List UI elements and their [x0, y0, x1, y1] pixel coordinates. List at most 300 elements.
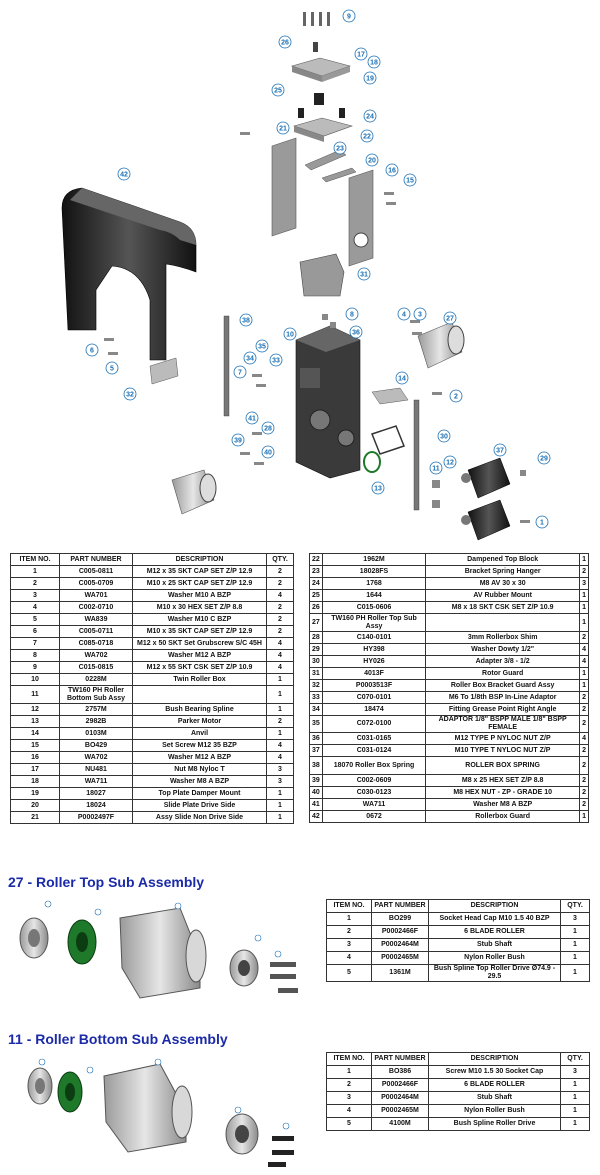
- callout-14: [396, 372, 408, 384]
- qty-cell: 4: [267, 650, 294, 662]
- table-row: [310, 644, 589, 656]
- description-cell: ADAPTOR 1/8" BSPP MALE 1/8" BSPP FEMALE: [426, 716, 580, 733]
- item-no-cell: 2: [11, 578, 60, 590]
- qty-cell: 2: [580, 704, 589, 716]
- qty-cell: 1: [580, 554, 589, 566]
- part-number-cell: C002-0609: [322, 775, 425, 787]
- svg-text:6: 6: [90, 347, 94, 355]
- callout-1: [536, 516, 548, 528]
- header-description: DESCRIPTION: [429, 900, 561, 913]
- description-cell: Fitting Grease Point Right Angle: [426, 704, 580, 716]
- header-item-no: ITEM NO.: [327, 1053, 372, 1066]
- table-row: [11, 566, 294, 578]
- description-cell: M8 x 25 HEX SET Z/P 8.8: [426, 775, 580, 787]
- item-no-cell: 2: [327, 926, 372, 939]
- callout-24: [364, 110, 376, 122]
- parts-table-right: [309, 553, 589, 823]
- part-number-cell: 1644: [322, 590, 425, 602]
- item-no-cell: 21: [11, 812, 60, 824]
- table-row: [11, 764, 294, 776]
- table-row: [11, 686, 294, 704]
- part-number-cell: 18474: [322, 704, 425, 716]
- svg-text:5: 5: [110, 365, 114, 373]
- svg-text:36: 36: [352, 329, 360, 337]
- header-item-no: ITEM NO.: [327, 900, 372, 913]
- description-cell: Stub Shaft: [429, 1092, 561, 1105]
- roller-bottom-sub-assembly: [172, 470, 216, 514]
- svg-text:9: 9: [347, 13, 351, 21]
- table-row: [310, 757, 589, 775]
- callout-42: [118, 168, 130, 180]
- rollerbox-guard: [62, 188, 196, 360]
- qty-cell: 3: [561, 913, 590, 926]
- item-no-cell: 7: [11, 638, 60, 650]
- part-number-cell: C005-0711: [60, 626, 133, 638]
- part-number-cell: 1962M: [322, 554, 425, 566]
- qty-cell: 1: [561, 1092, 590, 1105]
- description-cell: Anvil: [133, 728, 267, 740]
- header-qty: QTY.: [561, 900, 590, 913]
- table-header-row: [11, 554, 294, 566]
- item-no-cell: 5: [327, 1118, 372, 1131]
- item-no-cell: 24: [310, 578, 323, 590]
- table-row: [327, 1105, 590, 1118]
- table-row: [327, 1066, 590, 1079]
- part-number-cell: 18024: [60, 800, 133, 812]
- sub-callout-3: [155, 1059, 161, 1065]
- callout-27: [444, 312, 456, 324]
- item-no-cell: 6: [11, 626, 60, 638]
- description-cell: Bush Spline Top Roller Drive Ø74.9 - 29.5: [429, 965, 561, 982]
- description-cell: M6 To 1/8th BSP In-Line Adaptor: [426, 692, 580, 704]
- item-no-cell: 23: [310, 566, 323, 578]
- description-cell: Washer M10 C BZP: [133, 614, 267, 626]
- table-row: [327, 1118, 590, 1131]
- exploded-assembly-drawing: [0, 0, 600, 545]
- part-number-cell: P0002464M: [372, 939, 429, 952]
- svg-text:35: 35: [258, 343, 266, 351]
- item-no-cell: 9: [11, 662, 60, 674]
- table-row: [11, 614, 294, 626]
- callout-23: [334, 142, 346, 154]
- description-cell: Bush Bearing Spline: [133, 704, 267, 716]
- item-no-cell: 1: [327, 1066, 372, 1079]
- part-number-cell: HY398: [322, 644, 425, 656]
- item-no-cell: 4: [327, 952, 372, 965]
- part-number-cell: BO429: [60, 740, 133, 752]
- callout-30: [438, 430, 450, 442]
- item-no-cell: 38: [310, 757, 323, 775]
- item-no-cell: 26: [310, 602, 323, 614]
- table-row: [327, 952, 590, 965]
- part-number-cell: C031-0124: [322, 745, 425, 757]
- svg-text:42: 42: [120, 171, 128, 179]
- table-row: [310, 704, 589, 716]
- part-number-cell: C015-0815: [60, 662, 133, 674]
- svg-text:31: 31: [360, 271, 368, 279]
- part-number-cell: 2982B: [60, 716, 133, 728]
- description-cell: Washer M8 A BZP: [133, 776, 267, 788]
- qty-cell: 2: [580, 632, 589, 644]
- table-row: [11, 578, 294, 590]
- stub-shaft-part: [28, 1068, 52, 1104]
- item-no-cell: 29: [310, 644, 323, 656]
- description-cell: Washer Dowty 1/2": [426, 644, 580, 656]
- description-cell: [426, 614, 580, 632]
- qty-cell: 4: [580, 644, 589, 656]
- callout-3: [414, 308, 426, 320]
- svg-text:21: 21: [279, 125, 287, 133]
- roller-top-parts-table: [326, 899, 590, 982]
- svg-text:1: 1: [540, 519, 544, 527]
- description-cell: M8 AV 30 x 30: [426, 578, 580, 590]
- item-no-cell: 37: [310, 745, 323, 757]
- part-number-cell: 18027: [60, 788, 133, 800]
- qty-cell: 4: [267, 638, 294, 650]
- description-cell: Rollerbox Guard: [426, 811, 580, 823]
- item-no-cell: 40: [310, 787, 323, 799]
- svg-text:7: 7: [238, 369, 242, 377]
- table-row: [11, 812, 294, 824]
- stub-shaft-part: [20, 918, 48, 958]
- table-row: [310, 632, 589, 644]
- qty-cell: 1: [267, 788, 294, 800]
- table-row: [327, 926, 590, 939]
- part-number-cell: HY026: [322, 656, 425, 668]
- rollerbox-shims: [364, 426, 404, 472]
- svg-text:32: 32: [126, 391, 134, 399]
- roller-bottom-sub-assembly-drawing: [0, 1056, 320, 1172]
- table-row: [11, 638, 294, 650]
- table-header-row: [327, 900, 590, 913]
- item-no-cell: 10: [11, 674, 60, 686]
- callout-19: [364, 72, 376, 84]
- description-cell: M10 x 30 HEX SET Z/P 8.8: [133, 602, 267, 614]
- svg-text:24: 24: [366, 113, 374, 121]
- item-no-cell: 5: [11, 614, 60, 626]
- item-no-cell: 33: [310, 692, 323, 704]
- item-no-cell: 2: [327, 1079, 372, 1092]
- qty-cell: 2: [267, 626, 294, 638]
- part-number-cell: WA702: [60, 752, 133, 764]
- callout-4: [398, 308, 410, 320]
- item-no-cell: 12: [11, 704, 60, 716]
- qty-cell: 2: [580, 566, 589, 578]
- description-cell: Slide Plate Drive Side: [133, 800, 267, 812]
- item-no-cell: 41: [310, 799, 323, 811]
- header-qty: QTY.: [267, 554, 294, 566]
- description-cell: Top Plate Damper Mount: [133, 788, 267, 800]
- qty-cell: 1: [580, 590, 589, 602]
- item-no-cell: 25: [310, 590, 323, 602]
- sub-callout-1: [283, 1123, 289, 1129]
- description-cell: Bush Spline Roller Drive: [429, 1118, 561, 1131]
- header-qty: QTY.: [561, 1053, 590, 1066]
- nylon-roller-bush-part: [58, 1072, 82, 1112]
- callout-7: [234, 366, 246, 378]
- table-row: [310, 566, 589, 578]
- table-row: [310, 745, 589, 757]
- description-cell: Nut M8 Nyloc T: [133, 764, 267, 776]
- qty-cell: 1: [561, 1105, 590, 1118]
- table-row: [11, 716, 294, 728]
- table-row: [11, 602, 294, 614]
- part-number-cell: C031-0165: [322, 733, 425, 745]
- item-no-cell: 34: [310, 704, 323, 716]
- part-number-cell: P0002465M: [372, 952, 429, 965]
- item-no-cell: 16: [11, 752, 60, 764]
- description-cell: Washer M8 A BZP: [426, 799, 580, 811]
- part-number-cell: 2757M: [60, 704, 133, 716]
- item-no-cell: 1: [11, 566, 60, 578]
- roller-top-sub-assembly: [418, 322, 464, 368]
- callout-40: [262, 446, 274, 458]
- bush-spline-part: [226, 1114, 258, 1154]
- description-cell: Bracket Spring Hanger: [426, 566, 580, 578]
- svg-text:8: 8: [350, 311, 354, 319]
- qty-cell: 1: [267, 812, 294, 824]
- svg-text:25: 25: [274, 87, 282, 95]
- header-description: DESCRIPTION: [429, 1053, 561, 1066]
- callout-25: [272, 84, 284, 96]
- svg-text:12: 12: [446, 459, 454, 467]
- qty-cell: 1: [561, 1118, 590, 1131]
- sub-callout-5: [45, 901, 51, 907]
- header-part-number: PART NUMBER: [60, 554, 133, 566]
- qty-cell: 4: [580, 656, 589, 668]
- table-row: [310, 578, 589, 590]
- part-number-cell: 18070 Roller Box Spring: [322, 757, 425, 775]
- part-number-cell: 18028FS: [322, 566, 425, 578]
- svg-text:15: 15: [406, 177, 414, 185]
- slide-plates: [272, 138, 373, 266]
- description-cell: 6 BLADE ROLLER: [429, 926, 561, 939]
- part-number-cell: WA701: [60, 590, 133, 602]
- sub-callout-4: [235, 1107, 241, 1113]
- parts-table-left: [10, 553, 294, 824]
- qty-cell: 3: [580, 578, 589, 590]
- item-no-cell: 11: [11, 686, 60, 704]
- table-row: [11, 740, 294, 752]
- part-number-cell: BO299: [372, 913, 429, 926]
- table-row: [310, 554, 589, 566]
- description-cell: M12 x 55 SKT CSK SET Z/P 10.9: [133, 662, 267, 674]
- table-row: [11, 776, 294, 788]
- description-cell: Nylon Roller Bush: [429, 952, 561, 965]
- svg-text:16: 16: [388, 167, 396, 175]
- qty-cell: 2: [580, 757, 589, 775]
- item-no-cell: 35: [310, 716, 323, 733]
- description-cell: Parker Motor: [133, 716, 267, 728]
- svg-text:34: 34: [246, 355, 254, 363]
- qty-cell: 2: [580, 787, 589, 799]
- callout-20: [366, 154, 378, 166]
- table-row: [11, 800, 294, 812]
- qty-cell: 2: [580, 692, 589, 704]
- part-number-cell: C030-0123: [322, 787, 425, 799]
- callout-6: [86, 344, 98, 356]
- sub-callout-3: [175, 903, 181, 909]
- description-cell: M10 x 25 SKT CAP SET Z/P 12.9: [133, 578, 267, 590]
- roller-top-sub-assembly-drawing: [0, 898, 320, 1014]
- part-number-cell: C015-0606: [322, 602, 425, 614]
- sub-callout-2: [87, 1067, 93, 1073]
- part-number-cell: C002-0710: [60, 602, 133, 614]
- part-number-cell: C072-0100: [322, 716, 425, 733]
- qty-cell: 1: [267, 674, 294, 686]
- item-no-cell: 17: [11, 764, 60, 776]
- callout-28: [262, 422, 274, 434]
- svg-text:37: 37: [496, 447, 504, 455]
- svg-text:17: 17: [357, 51, 365, 59]
- table-row: [310, 602, 589, 614]
- rotor-guard: [300, 254, 344, 296]
- description-cell: M12 TYPE P NYLOC NUT Z/P: [426, 733, 580, 745]
- part-number-cell: WA839: [60, 614, 133, 626]
- anvil: [372, 388, 408, 404]
- qty-cell: 3: [267, 764, 294, 776]
- description-cell: M10 TYPE T NYLOC NUT Z/P: [426, 745, 580, 757]
- part-number-cell: 0103M: [60, 728, 133, 740]
- svg-text:23: 23: [336, 145, 344, 153]
- qty-cell: 2: [580, 799, 589, 811]
- description-cell: Rotor Guard: [426, 668, 580, 680]
- item-no-cell: 22: [310, 554, 323, 566]
- item-no-cell: 42: [310, 811, 323, 823]
- part-number-cell: NU481: [60, 764, 133, 776]
- callout-9: [343, 10, 355, 22]
- svg-text:38: 38: [242, 317, 250, 325]
- part-number-cell: BO386: [372, 1066, 429, 1079]
- callout-10: [284, 328, 296, 340]
- description-cell: ROLLER BOX SPRING: [426, 757, 580, 775]
- sub-callout-4: [255, 935, 261, 941]
- description-cell: Dampened Top Block: [426, 554, 580, 566]
- part-number-cell: P0002465M: [372, 1105, 429, 1118]
- item-no-cell: 18: [11, 776, 60, 788]
- callout-13: [372, 482, 384, 494]
- part-number-cell: 4100M: [372, 1118, 429, 1131]
- item-no-cell: 30: [310, 656, 323, 668]
- svg-text:26: 26: [281, 39, 289, 47]
- description-cell: Screw M10 1.5 30 Socket Cap: [429, 1066, 561, 1079]
- description-cell: M10 x 35 SKT CAP SET Z/P 12.9: [133, 626, 267, 638]
- description-cell: 6 BLADE ROLLER: [429, 1079, 561, 1092]
- sub-callout-2: [95, 909, 101, 915]
- part-number-cell: C070-0101: [322, 692, 425, 704]
- callout-34: [244, 352, 256, 364]
- callout-39: [232, 434, 244, 446]
- callout-41: [246, 412, 258, 424]
- table-row: [11, 788, 294, 800]
- item-no-cell: 19: [11, 788, 60, 800]
- callout-32: [124, 388, 136, 400]
- qty-cell: 4: [267, 752, 294, 764]
- svg-text:3: 3: [418, 311, 422, 319]
- svg-text:11: 11: [432, 465, 440, 473]
- callout-5: [106, 362, 118, 374]
- qty-cell: 1: [580, 602, 589, 614]
- parker-motors: [461, 458, 510, 540]
- description-cell: M8 HEX NUT - ZP - GRADE 10: [426, 787, 580, 799]
- item-no-cell: 36: [310, 733, 323, 745]
- nylon-roller-bush-part: [68, 920, 96, 964]
- part-number-cell: P0002464M: [372, 1092, 429, 1105]
- callout-11: [430, 462, 442, 474]
- description-cell: AV Rubber Mount: [426, 590, 580, 602]
- table-row: [11, 626, 294, 638]
- qty-cell: 4: [267, 590, 294, 602]
- description-cell: [133, 686, 267, 704]
- description-cell: Washer M10 A BZP: [133, 590, 267, 602]
- table-row: [310, 656, 589, 668]
- twin-roller-box: [296, 326, 360, 478]
- table-row: [327, 1079, 590, 1092]
- description-cell: Washer M12 A BZP: [133, 650, 267, 662]
- table-row: [327, 913, 590, 926]
- part-number-cell: P0002466F: [372, 926, 429, 939]
- part-number-cell: TW160 PH Roller Top Sub Assy: [322, 614, 425, 632]
- roller-bottom-sub-assembly-title: 11 - Roller Bottom Sub Assembly: [8, 1031, 228, 1047]
- item-no-cell: 27: [310, 614, 323, 632]
- svg-text:22: 22: [363, 133, 371, 141]
- callout-18: [368, 56, 380, 68]
- part-number-cell: 0672: [322, 811, 425, 823]
- part-number-cell: C085-0718: [60, 638, 133, 650]
- qty-cell: 1: [580, 668, 589, 680]
- description-cell: Washer M12 A BZP: [133, 752, 267, 764]
- socket-cap-screws: [268, 1136, 294, 1167]
- header-description: DESCRIPTION: [133, 554, 267, 566]
- callout-16: [386, 164, 398, 176]
- table-row: [310, 716, 589, 733]
- part-number-cell: 1768: [322, 578, 425, 590]
- svg-text:18: 18: [370, 59, 378, 67]
- item-no-cell: 31: [310, 668, 323, 680]
- qty-cell: 1: [561, 952, 590, 965]
- qty-cell: 1: [267, 686, 294, 704]
- table-row: [310, 799, 589, 811]
- table-row: [11, 674, 294, 686]
- callout-22: [361, 130, 373, 142]
- svg-text:29: 29: [540, 455, 548, 463]
- sub-callout-1: [275, 951, 281, 957]
- part-number-cell: 4013F: [322, 668, 425, 680]
- qty-cell: 2: [580, 745, 589, 757]
- part-number-cell: TW160 PH Roller Bottom Sub Assy: [60, 686, 133, 704]
- callout-17: [355, 48, 367, 60]
- part-number-cell: WA702: [60, 650, 133, 662]
- item-no-cell: 3: [327, 1092, 372, 1105]
- table-row: [310, 811, 589, 823]
- description-cell: Socket Head Cap M10 1.5 40 BZP: [429, 913, 561, 926]
- table-row: [310, 680, 589, 692]
- table-header-row: [327, 1053, 590, 1066]
- qty-cell: 2: [267, 614, 294, 626]
- callout-29: [538, 452, 550, 464]
- table-row: [11, 590, 294, 602]
- callout-8: [346, 308, 358, 320]
- part-number-cell: 0228M: [60, 674, 133, 686]
- callout-37: [494, 444, 506, 456]
- table-row: [11, 650, 294, 662]
- qty-cell: 1: [580, 680, 589, 692]
- part-number-cell: P0003513F: [322, 680, 425, 692]
- callout-36: [350, 326, 362, 338]
- svg-text:39: 39: [234, 437, 242, 445]
- qty-cell: 1: [580, 811, 589, 823]
- part-number-cell: C005-0811: [60, 566, 133, 578]
